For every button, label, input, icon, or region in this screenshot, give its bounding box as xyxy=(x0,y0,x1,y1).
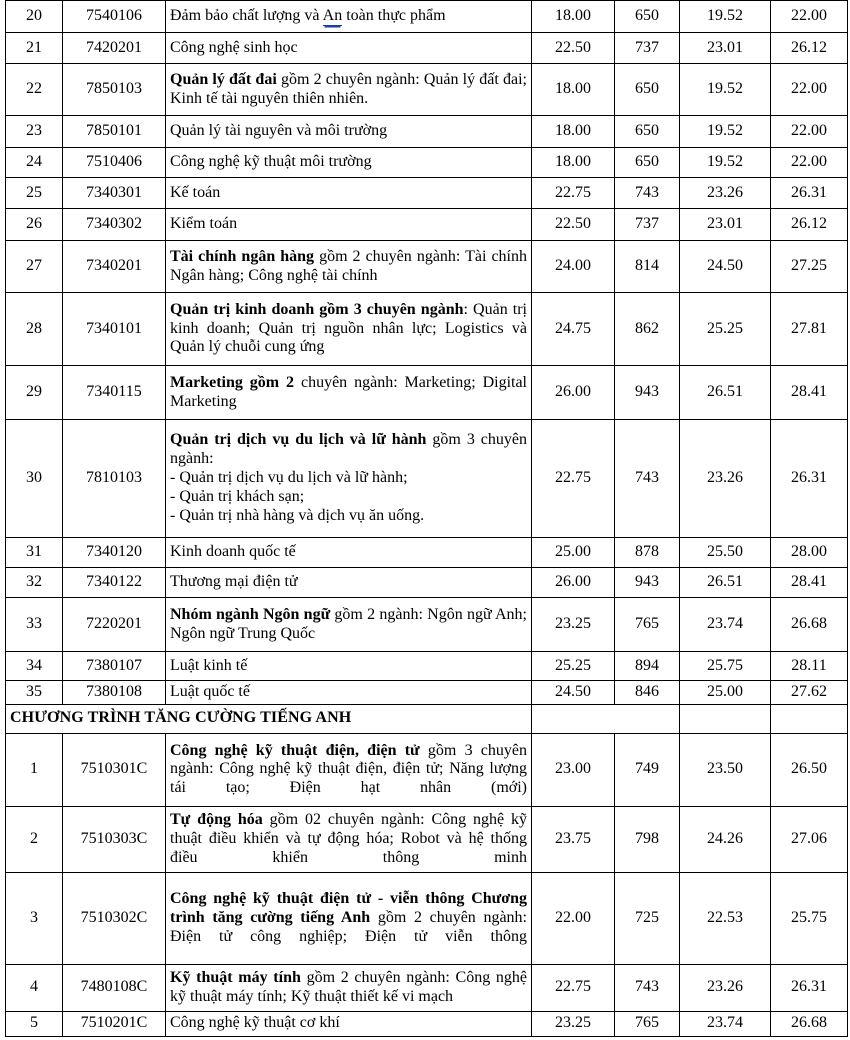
cell-score-3: 26.51 xyxy=(680,568,771,598)
cell-score-1: 24.75 xyxy=(532,293,615,366)
cell-score-1: 26.00 xyxy=(532,568,615,598)
table-row xyxy=(6,241,848,293)
cell-score-3: 22.53 xyxy=(680,872,771,964)
table-row xyxy=(6,178,848,209)
major-specialization-line: - Quản trị khách sạn; xyxy=(170,487,305,505)
cell-major-name xyxy=(166,148,532,178)
cell-stt: 29 xyxy=(6,366,63,420)
cell-score-4: 25.75 xyxy=(771,872,848,964)
cell-stt: 31 xyxy=(6,538,63,568)
cell-major-code: 7340115 xyxy=(63,366,166,420)
table-row xyxy=(6,568,848,598)
cell-score-2: 650 xyxy=(615,64,680,116)
major-name-detail: Luật kinh tế xyxy=(170,656,248,674)
major-name-bold: Quản trị kinh doanh gồm 3 chuyên ngành xyxy=(170,300,464,318)
section-header-blank-c xyxy=(771,704,848,733)
cell-score-3: 19.52 xyxy=(680,116,771,148)
cell-score-4: 27.25 xyxy=(771,241,848,293)
major-specialization-line: - Quản trị dịch vụ du lịch và lữ hành; xyxy=(170,469,408,487)
cell-score-1: 23.25 xyxy=(532,598,615,652)
cell-score-2: 765 xyxy=(615,598,680,652)
cell-score-4: 22.00 xyxy=(771,148,848,178)
cell-score-3: 19.52 xyxy=(680,64,771,116)
cell-score-1: 25.00 xyxy=(532,538,615,568)
cell-major-code: 7380107 xyxy=(63,652,166,681)
cell-score-3: 23.26 xyxy=(680,420,771,538)
cell-major-code: 7340122 xyxy=(63,568,166,598)
table-row xyxy=(6,293,848,366)
cell-major-name xyxy=(166,733,532,806)
cell-major-code: 7340120 xyxy=(63,538,166,568)
table-row xyxy=(6,681,848,705)
cell-major-code: 7510301C xyxy=(63,733,166,806)
table-row xyxy=(6,209,848,241)
cell-stt: 21 xyxy=(6,33,63,64)
cell-score-4: 28.11 xyxy=(771,652,848,681)
cell-score-4: 22.00 xyxy=(771,116,848,148)
cell-major-code: 7850101 xyxy=(63,116,166,148)
major-name-detail: gồm 2 chuyên ngành: Quản lý đất đai; Kinh tế tài nguyên thiên nhiên. xyxy=(170,70,527,107)
section-header-blank-a xyxy=(532,704,680,733)
cell-score-3: 19.52 xyxy=(680,1,771,33)
admission-score-table xyxy=(5,0,848,1037)
major-name-detail: gồm 2 ngành: Ngôn ngữ Anh; Ngôn ngữ Trung Quốc xyxy=(170,605,527,642)
cell-major-name xyxy=(166,420,532,538)
cell-major-name xyxy=(166,241,532,293)
cell-major-code: 7220201 xyxy=(63,598,166,652)
major-name-bold: Quản lý đất đai xyxy=(170,70,277,88)
cell-stt: 1 xyxy=(6,733,63,806)
cell-score-3: 25.75 xyxy=(680,652,771,681)
cell-score-4: 26.12 xyxy=(771,33,848,64)
cell-score-1: 22.00 xyxy=(532,872,615,964)
cell-major-code: 7340301 xyxy=(63,178,166,209)
cell-score-1: 23.75 xyxy=(532,806,615,872)
cell-score-2: 737 xyxy=(615,33,680,64)
cell-score-1: 18.00 xyxy=(532,64,615,116)
cell-score-1: 26.00 xyxy=(532,366,615,420)
cell-major-name xyxy=(166,806,532,872)
cell-score-1: 22.50 xyxy=(532,33,615,64)
cell-score-3: 25.25 xyxy=(680,293,771,366)
table-row xyxy=(6,420,848,538)
cell-score-4: 22.00 xyxy=(771,1,848,33)
cell-score-3: 26.51 xyxy=(680,366,771,420)
cell-major-name xyxy=(166,681,532,705)
cell-score-4: 22.00 xyxy=(771,64,848,116)
table-body xyxy=(6,0,848,1036)
cell-major-code: 7810103 xyxy=(63,420,166,538)
cell-major-code: 7340201 xyxy=(63,241,166,293)
cell-score-4: 27.81 xyxy=(771,293,848,366)
cell-score-1: 23.25 xyxy=(532,1011,615,1036)
cell-score-4: 26.31 xyxy=(771,178,848,209)
cell-score-2: 798 xyxy=(615,806,680,872)
score-table-container xyxy=(5,0,847,1037)
cell-major-code: 7340302 xyxy=(63,209,166,241)
cell-score-2: 862 xyxy=(615,293,680,366)
table-row xyxy=(6,872,848,964)
major-name-detail: : Quản trị kinh doanh; Quản trị nguồn nhân lực; Logistics và Quản lý chuỗi cung ứng xyxy=(170,300,527,356)
section-header-label: CHƯƠNG TRÌNH TĂNG CƯỜNG TIẾNG ANH xyxy=(6,704,532,733)
cell-score-2: 650 xyxy=(615,1,680,33)
cell-score-4: 27.06 xyxy=(771,806,848,872)
cell-stt: 5 xyxy=(6,1011,63,1036)
cell-stt: 35 xyxy=(6,681,63,705)
major-name-detail: Công nghệ sinh học xyxy=(170,38,298,56)
table-row xyxy=(6,964,848,1011)
cell-major-name xyxy=(166,568,532,598)
cell-stt: 24 xyxy=(6,148,63,178)
cell-major-code: 7510201C xyxy=(63,1011,166,1036)
cell-stt: 30 xyxy=(6,420,63,538)
cell-major-name xyxy=(166,64,532,116)
cell-stt: 22 xyxy=(6,64,63,116)
table-row xyxy=(6,148,848,178)
cell-score-1: 18.00 xyxy=(532,148,615,178)
major-name-detail: Kinh doanh quốc tế xyxy=(170,543,296,561)
cell-score-4: 28.41 xyxy=(771,366,848,420)
major-name-detail: Thương mại điện tử xyxy=(170,573,298,591)
cell-score-3: 19.52 xyxy=(680,148,771,178)
cell-stt: 33 xyxy=(6,598,63,652)
major-name-detail: gồm 2 chuyên ngành: Tài chính Ngân hàng; Công nghệ tài chính xyxy=(170,247,527,284)
cell-stt: 20 xyxy=(6,1,63,33)
cell-score-3: 23.01 xyxy=(680,33,771,64)
cell-score-1: 18.00 xyxy=(532,116,615,148)
major-name-bold: Marketing gồm 2 xyxy=(170,373,295,391)
cell-major-name: Đảm bảo chất lượng và An toàn thực phẩm xyxy=(166,1,532,33)
cell-major-name xyxy=(166,1011,532,1036)
cell-score-1: 23.00 xyxy=(532,733,615,806)
table-row xyxy=(6,733,848,806)
major-name-detail: gồm 2 chuyên ngành: Công nghệ kỹ thuật máy tính; Kỹ thuật thiết kế vi mạch xyxy=(170,969,528,1005)
cell-score-1: 25.25 xyxy=(532,652,615,681)
cell-score-2: 743 xyxy=(615,964,680,1011)
major-name-detail: gồm 3 chuyên ngành: Công nghệ kỹ thuật điện, điện tử; Năng lượng tái tạo; Điện hạt nhân (mới) xyxy=(170,741,527,797)
cell-major-code: 7510302C xyxy=(63,872,166,964)
cell-stt: 28 xyxy=(6,293,63,366)
table-row xyxy=(6,64,848,116)
cell-score-3: 25.50 xyxy=(680,538,771,568)
cell-major-name xyxy=(166,178,532,209)
cell-score-2: 725 xyxy=(615,872,680,964)
cell-major-name xyxy=(166,964,532,1011)
major-name-detail: Kiểm toán xyxy=(170,215,238,233)
cell-score-3: 24.50 xyxy=(680,241,771,293)
section-header-blank-b xyxy=(680,704,771,733)
cell-score-2: 650 xyxy=(615,148,680,178)
table-row xyxy=(6,1011,848,1036)
major-name-bold: Tự động hóa xyxy=(170,811,263,829)
cell-stt: 32 xyxy=(6,568,63,598)
cell-score-4: 28.00 xyxy=(771,538,848,568)
table-row xyxy=(6,33,848,64)
cell-score-4: 26.68 xyxy=(771,598,848,652)
major-name-detail: gồm 3 chuyên ngành: xyxy=(170,431,527,468)
cell-stt: 4 xyxy=(6,964,63,1011)
major-name-detail: Quản lý tài nguyên và môi trường xyxy=(170,122,388,140)
cell-score-2: 765 xyxy=(615,1011,680,1036)
cell-stt: 34 xyxy=(6,652,63,681)
cell-score-3: 23.26 xyxy=(680,178,771,209)
major-name-detail: gồm 02 chuyên ngành: Công nghệ kỹ thuật điều khiển và tự động hóa; Robot và hệ thống điều khiển thông minh xyxy=(170,811,528,866)
major-name-bold: Nhóm ngành Ngôn ngữ xyxy=(170,605,331,623)
major-name-bold: Quản trị dịch vụ du lịch và lữ hành xyxy=(170,431,427,449)
cell-major-name xyxy=(166,872,532,964)
cell-score-2: 814 xyxy=(615,241,680,293)
cell-score-3: 24.26 xyxy=(680,806,771,872)
cell-score-4: 26.50 xyxy=(771,733,848,806)
cell-score-3: 23.50 xyxy=(680,733,771,806)
cell-stt: 26 xyxy=(6,209,63,241)
cell-major-name xyxy=(166,598,532,652)
cell-score-4: 26.68 xyxy=(771,1011,848,1036)
cell-score-3: 25.00 xyxy=(680,681,771,705)
cell-stt: 27 xyxy=(6,241,63,293)
major-name-bold: Kỹ thuật máy tính xyxy=(170,969,301,986)
table-row xyxy=(6,366,848,420)
cell-stt: 2 xyxy=(6,806,63,872)
cell-score-1: 24.50 xyxy=(532,681,615,705)
cell-major-code: 7510406 xyxy=(63,148,166,178)
spellcheck-flagged-word: An xyxy=(322,7,343,25)
major-name-bold: Tài chính ngân hàng xyxy=(170,247,315,265)
cell-major-name xyxy=(166,538,532,568)
cell-score-2: 878 xyxy=(615,538,680,568)
major-name-bold: Công nghệ kỹ thuật điện tử - viễn thông Chương trình tăng cường tiếng Anh xyxy=(170,890,527,926)
cell-major-name xyxy=(166,293,532,366)
cell-score-3: 23.74 xyxy=(680,1011,771,1036)
cell-major-code: 7480108C xyxy=(63,964,166,1011)
cell-score-2: 743 xyxy=(615,420,680,538)
cell-score-2: 894 xyxy=(615,652,680,681)
major-name-detail: Luật quốc tế xyxy=(170,683,250,700)
cell-major-name xyxy=(166,116,532,148)
table-row xyxy=(6,806,848,872)
cell-major-name xyxy=(166,33,532,64)
major-name-detail: Công nghệ kỹ thuật cơ khí xyxy=(170,1014,340,1032)
cell-score-4: 26.31 xyxy=(771,420,848,538)
cell-score-1: 22.75 xyxy=(532,964,615,1011)
cell-score-2: 943 xyxy=(615,568,680,598)
cell-score-3: 23.74 xyxy=(680,598,771,652)
major-name-detail: Kế toán xyxy=(170,183,221,201)
cell-major-name xyxy=(166,652,532,681)
table-row xyxy=(6,652,848,681)
cell-major-code: 7510303C xyxy=(63,806,166,872)
cell-major-code: 7850103 xyxy=(63,64,166,116)
cell-score-4: 26.12 xyxy=(771,209,848,241)
cell-score-1: 22.50 xyxy=(532,209,615,241)
cell-major-name xyxy=(166,209,532,241)
cell-major-code: 7540106 xyxy=(63,1,166,33)
cell-score-2: 943 xyxy=(615,366,680,420)
cell-score-2: 749 xyxy=(615,733,680,806)
cell-score-1: 22.75 xyxy=(532,420,615,538)
major-name-detail: Công nghệ kỹ thuật môi trường xyxy=(170,153,372,171)
cell-score-2: 737 xyxy=(615,209,680,241)
table-row xyxy=(6,538,848,568)
cell-major-name xyxy=(166,366,532,420)
cell-score-2: 743 xyxy=(615,178,680,209)
cell-stt: 25 xyxy=(6,178,63,209)
cell-score-4: 27.62 xyxy=(771,681,848,705)
cell-major-code: 7340101 xyxy=(63,293,166,366)
table-row xyxy=(6,1,848,33)
cell-score-1: 24.00 xyxy=(532,241,615,293)
cell-score-2: 650 xyxy=(615,116,680,148)
cell-score-4: 26.31 xyxy=(771,964,848,1011)
table-row xyxy=(6,116,848,148)
section-header-row xyxy=(6,704,848,733)
cell-score-2: 846 xyxy=(615,681,680,705)
major-name-bold: Công nghệ kỹ thuật điện, điện tử xyxy=(170,741,420,759)
cell-score-3: 23.01 xyxy=(680,209,771,241)
major-name-detail: gồm 2 chuyên ngành: Điện tử công nghiệp; Điện tử viễn thông xyxy=(170,908,527,945)
major-name-detail: chuyên ngành: Marketing; Digital Marketing xyxy=(170,373,528,410)
cell-score-1: 22.75 xyxy=(532,178,615,209)
cell-score-1: 18.00 xyxy=(532,1,615,33)
cell-score-4: 28.41 xyxy=(771,568,848,598)
cell-major-code: 7380108 xyxy=(63,681,166,705)
table-row xyxy=(6,598,848,652)
major-specialization-line: - Quản trị nhà hàng và dịch vụ ăn uống. xyxy=(170,506,425,524)
cell-major-code: 7420201 xyxy=(63,33,166,64)
cell-stt: 3 xyxy=(6,872,63,964)
cell-score-3: 23.26 xyxy=(680,964,771,1011)
cell-stt: 23 xyxy=(6,116,63,148)
